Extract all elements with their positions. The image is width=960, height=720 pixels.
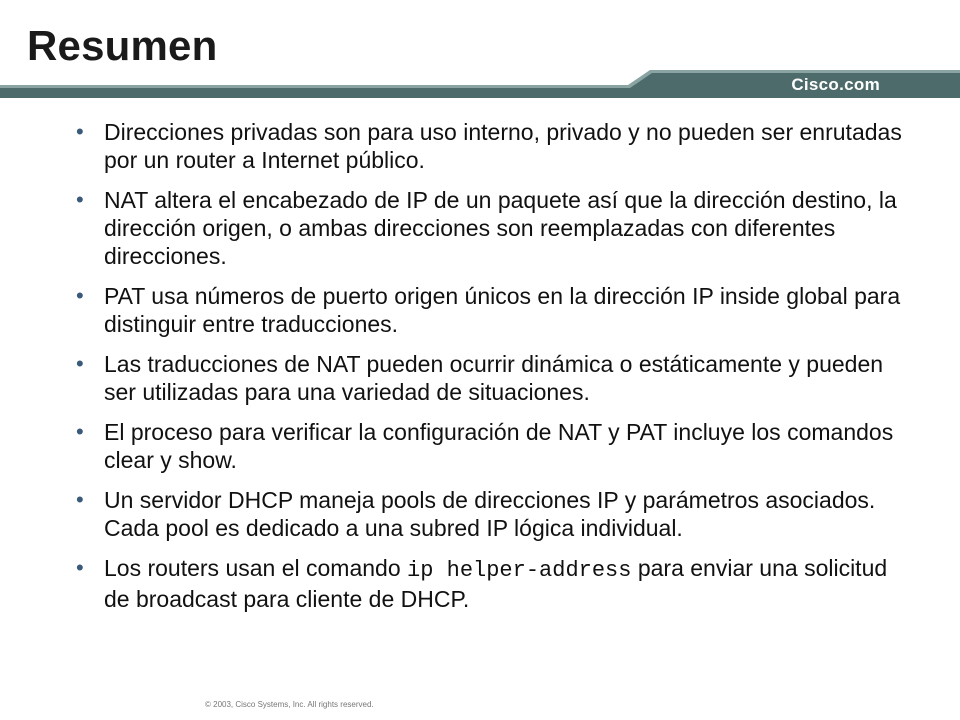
bullet-text: Un servidor DHCP maneja pools de direcciones IP y parámetros asociados. Cada pool es dedicado a una subred IP lógica individual.: [104, 487, 876, 541]
command-code: ip helper-address: [407, 558, 632, 583]
bullet-list: [76, 118, 906, 625]
bullet-text: Direcciones privadas son para uso interno, privado y no pueden ser enrutadas por un router a Internet público.: [104, 119, 902, 173]
copyright-footer: © 2003, Cisco Systems, Inc. All rights reserved.: [205, 700, 374, 709]
bullet-icon: •: [76, 283, 84, 308]
bullet-icon: •: [76, 419, 84, 444]
bullet-item: [76, 282, 906, 338]
bullet-icon: •: [76, 487, 84, 512]
bullet-item: [76, 418, 906, 474]
bullet-text-after: para enviar una solicitud de broadcast para cliente de DHCP.: [104, 555, 888, 612]
bullet-text: NAT altera el encabezado de IP de un paquete así que la dirección destino, la dirección origen, o ambas direcciones son reemplazadas con diferentes direcciones.: [104, 187, 897, 269]
bullet-text: El proceso para verificar la configuración de NAT y PAT incluye los comandos clear y show.: [104, 419, 894, 473]
bullet-text: Las traducciones de NAT pueden ocurrir dinámica o estáticamente y pueden ser utilizadas para una variedad de situaciones.: [104, 351, 884, 405]
bullet-icon: •: [76, 555, 84, 580]
slide-title: Resumen: [27, 22, 218, 69]
bullet-text: PAT usa números de puerto origen únicos en la dirección IP inside global para distinguir entre traducciones.: [104, 283, 901, 337]
bullet-text-before: Los routers usan el comando: [104, 555, 408, 581]
bullet-item: [76, 350, 906, 406]
bullet-icon: •: [76, 187, 84, 212]
brand-label: Cisco.com: [791, 75, 880, 94]
bullet-icon: •: [76, 119, 84, 144]
bullet-item: [76, 118, 906, 174]
bullet-item: [76, 186, 906, 270]
bullet-item: [76, 486, 906, 542]
bullet-item: [76, 554, 906, 613]
bullet-icon: •: [76, 351, 84, 376]
